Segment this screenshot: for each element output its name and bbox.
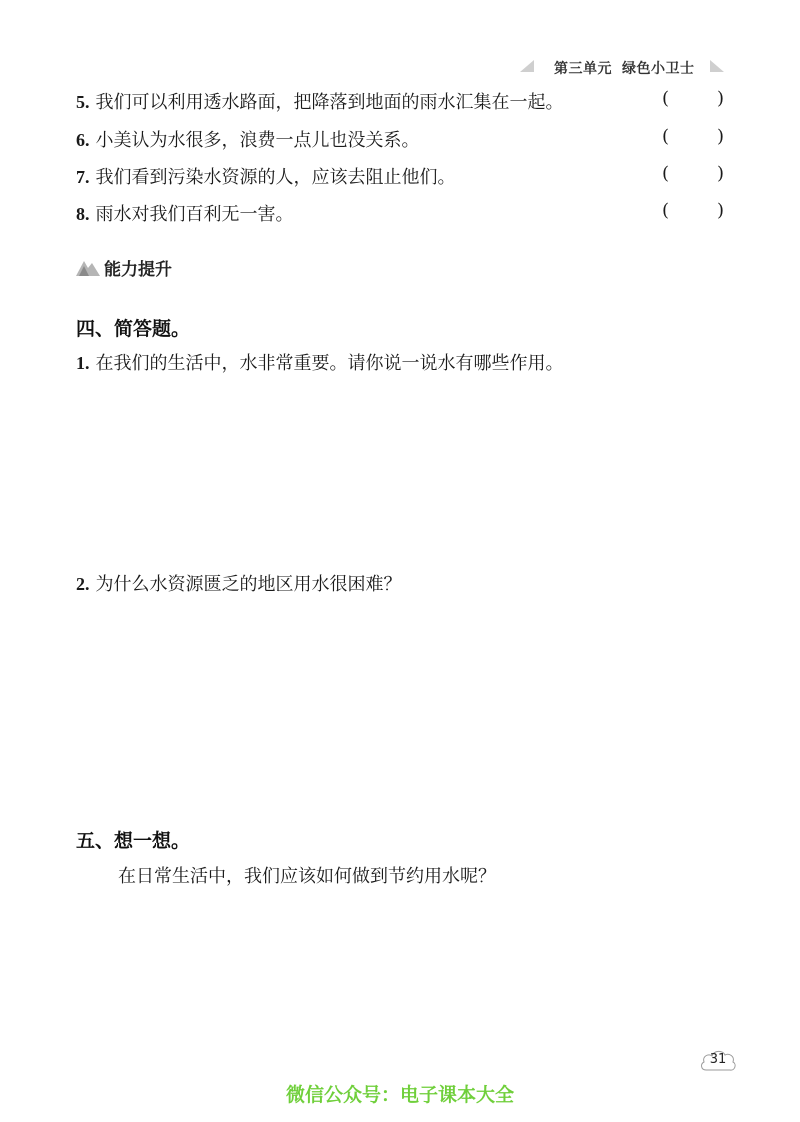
item-text: 小美认为水很多，浪费一点儿也没关系。 <box>95 130 420 151</box>
paren-open: ( <box>662 126 670 147</box>
answer-parentheses-7[interactable] <box>662 163 724 184</box>
header-title: 绿色小卫士 <box>622 61 695 77</box>
paren-close: ) <box>716 126 724 147</box>
paren-open: ( <box>662 200 670 221</box>
answer-parentheses-5[interactable] <box>662 88 724 109</box>
question-5-text: 在日常生活中，我们应该如何做到节约用水呢？ <box>118 866 496 887</box>
item-text: 我们看到污染水资源的人，应该去阻止他们。 <box>95 167 456 188</box>
question-number: 2. <box>76 574 90 594</box>
paren-close: ) <box>716 200 724 221</box>
header-text <box>554 58 695 78</box>
header-unit: 第三单元 <box>554 61 612 77</box>
section-badge <box>76 254 172 280</box>
judgement-item-5 <box>76 88 564 114</box>
answer-parentheses-6[interactable] <box>662 126 724 147</box>
judgement-item-6 <box>76 126 420 152</box>
page-number: 31 <box>709 1052 727 1067</box>
item-number: 5. <box>76 92 90 112</box>
item-number: 7. <box>76 167 90 187</box>
paren-close: ) <box>716 88 724 109</box>
question-text: 在我们的生活中，水非常重要。请你说一说水有哪些作用。 <box>95 353 564 374</box>
judgement-item-8 <box>76 200 294 226</box>
watermark: 微信公众号：电子课本大全 <box>285 1084 514 1106</box>
badge-label: 能力提升 <box>104 259 172 280</box>
paren-open: ( <box>662 163 670 184</box>
item-number: 8. <box>76 204 90 224</box>
triangle-right-icon <box>710 60 724 72</box>
question-number: 1. <box>76 353 90 373</box>
answer-area-1[interactable] <box>76 380 726 560</box>
page-header <box>520 56 730 80</box>
item-text: 我们可以利用透水路面，把降落到地面的雨水汇集在一起。 <box>95 92 564 113</box>
answer-area-2[interactable] <box>76 602 726 812</box>
paren-open: ( <box>662 88 670 109</box>
answer-parentheses-8[interactable] <box>662 200 724 221</box>
judgement-item-7 <box>76 163 456 189</box>
question-text: 为什么水资源匮乏的地区用水很困难？ <box>95 574 402 595</box>
triangle-left-icon <box>520 60 534 72</box>
question-2 <box>76 570 402 596</box>
paren-close: ) <box>716 163 724 184</box>
item-text: 雨水对我们百利无一害。 <box>95 204 294 225</box>
question-1 <box>76 349 564 375</box>
mountain-icon <box>76 258 100 276</box>
answer-area-3[interactable] <box>76 895 726 1035</box>
page-number-badge <box>698 1046 738 1076</box>
section-title-4: 四、简答题。 <box>76 318 191 340</box>
section-title-5: 五、想一想。 <box>76 830 191 852</box>
item-number: 6. <box>76 130 90 150</box>
